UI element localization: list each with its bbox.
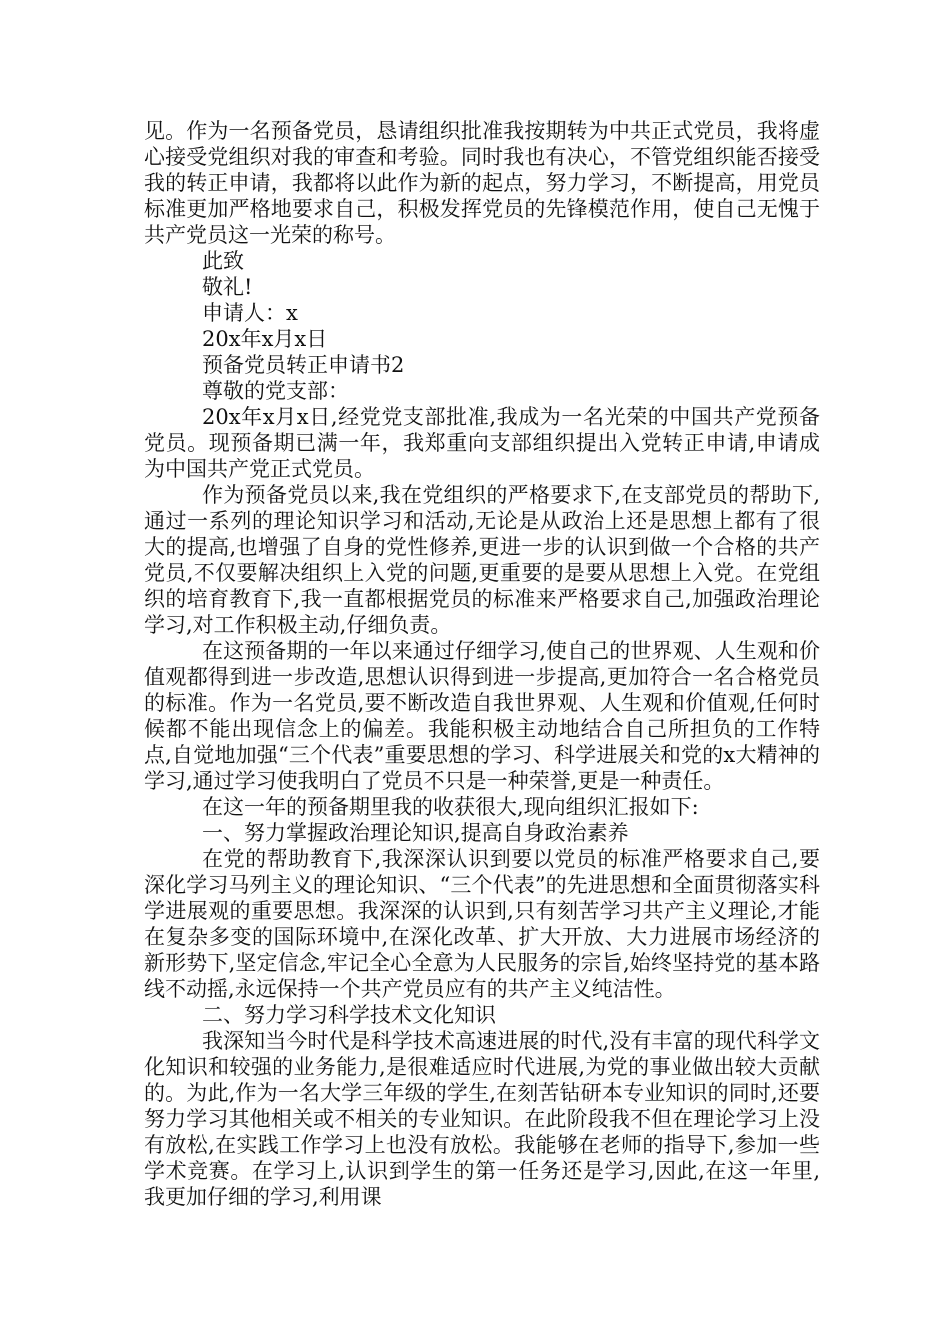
closing-salutation: 此致 <box>202 249 244 273</box>
section-heading-2: 二、努力学习科学技术文化知识 <box>202 1003 496 1027</box>
body-paragraph: 作为预备党员以来,我在党组织的严格要求下,在支部党员的帮助下,通过一系列的理论知识学习和活动,无论是从政治上还是思想上都有了很大的提高,也增强了自身的党性修养,更进一步的认识到做一个合格的共产党员,不仅要解决组织上入党的问题,更重要的是要从思想上入党。在党组织的培育教育下,我一直都根据党员的标准来严格要求自己,加强政治理论学习,对工作积极主动,仔细负责。 <box>144 483 820 637</box>
body-paragraph: 20x年x月x日,经党党支部批准,我成为一名光荣的中国共产党预备党员。现预备期已满一年，我郑重向支部组织提出入党转正申请,申请成为中国共产党正式党员。 <box>144 405 820 481</box>
closing-respect: 敬礼! <box>202 275 253 299</box>
application-date: 20x年x月x日 <box>202 327 328 351</box>
salutation: 尊敬的党支部： <box>202 379 349 403</box>
body-paragraph: 在这一年的预备期里我的收获很大,现向组织汇报如下: <box>202 795 699 819</box>
intro-paragraph: 见。作为一名预备党员，恳请组织批准我按期转为中共正式党员，我将虚心接受党组织对我的审查和考验。同时我也有决心，不管党组织能否接受我的转正申请，我都将以此作为新的起点，努力学习，不断提高，用党员标准更加严格地要求自己，积极发挥党员的先锋模范作用，使自己无愧于共产党员这一光荣的称号。 <box>144 119 820 247</box>
applicant-name: 申请人：x <box>202 301 298 325</box>
body-paragraph: 在党的帮助教育下,我深深认识到要以党员的标准严格要求自己,要深化学习马列主义的理论知识、“三个代表”的先进思想和全面贯彻落实科学进展观的重要思想。我深深的认识到,只有刻苦学习共产主义理论,才能在复杂多变的国际环境中,在深化改革、扩大开放、大力进展市场经济的新形势下,坚定信念,牢记全心全意为人民服务的宗旨,始终坚持党的基本路线不动摇,永远保持一个共产党员应有的共产主义纯洁性。 <box>144 847 820 1001</box>
section-heading-1: 一、努力掌握政治理论知识,提高自身政治素养 <box>202 821 629 845</box>
document-page <box>144 118 820 1210</box>
body-paragraph: 我深知当今时代是科学技术高速进展的时代,没有丰富的现代科学文化知识和较强的业务能力,是很难适应时代进展,为党的事业做出较大贡献的。为此,作为一名大学三年级的学生,在刻苦钻研本专业知识的同时,还要努力学习其他相关或不相关的专业知识。在此阶段我不但在理论学习上没有放松,在实践工作学习上也没有放松。我能够在老师的指导下,参加一些学术竞赛。在学习上,认识到学生的第一任务还是学习,因此,在这一年里,我更加仔细的学习,利用课 <box>144 1029 820 1209</box>
section-title: 预备党员转正申请书2 <box>202 353 405 377</box>
body-paragraph: 在这预备期的一年以来通过仔细学习,使自己的世界观、人生观和价值观都得到进一步改造,思想认识得到进一步提高,更加符合一名合格党员的标准。作为一名党员,要不断改造自我世界观、人生观和价值观,任何时候都不能出现信念上的偏差。我能积极主动地结合自己所担负的工作特点,自觉地加强“三个代表”重要思想的学习、科学进展关和党的x大精神的学习,通过学习使我明白了党员不只是一种荣誉,更是一种责任。 <box>144 639 820 793</box>
